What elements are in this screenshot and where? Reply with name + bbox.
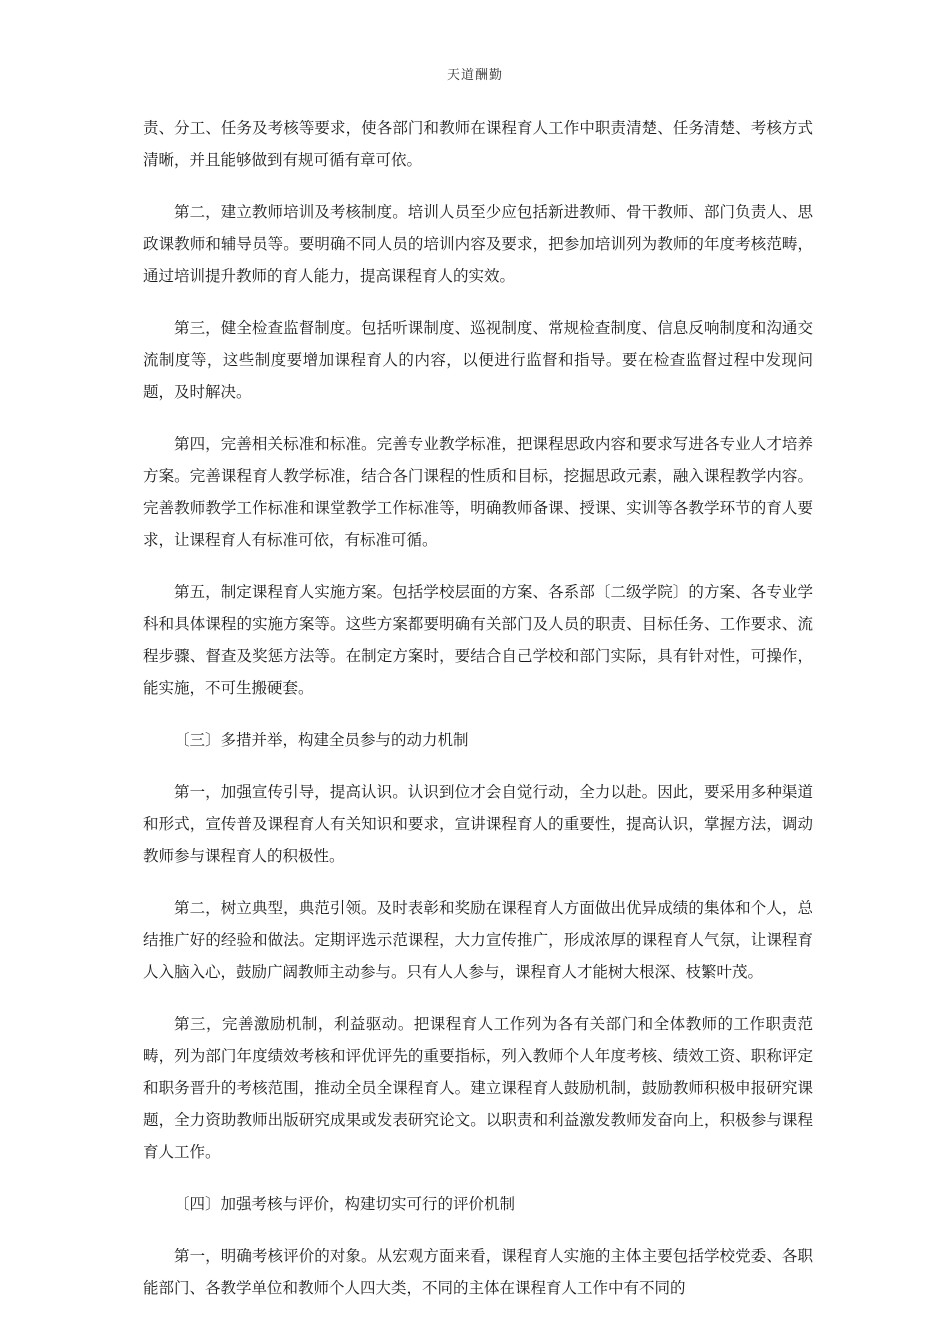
paragraph-evaluation-targets: 第一，明确考核评价的对象。从宏观方面来看，课程育人实施的主体主要包括学校党委、各职能部门、各教学单位和教师个人四大类，不同的主体在课程育人工作中有不同的 [143, 1247, 813, 1297]
section-heading-4: 〔四〕加强考核与评价，构建切实可行的评价机制 [174, 1195, 516, 1213]
paragraph-standards: 第四，完善相关标准和标准。完善专业教学标准，把课程思政内容和要求写进各专业人才培养方案。完善课程育人教学标准，结合各门课程的性质和目标，挖掘思政元素，融入课程教学内容。完善教师教学工作标准和课堂教学工作标准等，明确教师备课、授课、实训等各教学环节的育人要求，让课程育人有标准可依，有标准可循。 [143, 435, 813, 549]
paragraph-incentives: 第三，完善激励机制，利益驱动。把课程育人工作列为各有关部门和全体教师的工作职责范畴，列为部门年度绩效考核和评优评先的重要指标，列入教师个人年度考核、绩效工资、职称评定和职务晋升的考核范围，推动全员全课程育人。建立课程育人鼓励机制，鼓励教师积极申报研究课题，全力资助教师出版研究成果或发表研究论文。以职责和利益激发教师发奋向上，积极参与课程育人工作。 [143, 1015, 813, 1161]
document-body [143, 112, 813, 1324]
paragraph-continuation: 责、分工、任务及考核等要求，使各部门和教师在课程育人工作中职责清楚、任务清楚、考核方式清晰，并且能够做到有规可循有章可依。 [143, 119, 813, 169]
paragraph-implementation-plan: 第五，制定课程育人实施方案。包括学校层面的方案、各系部〔二级学院〕的方案、各专业学科和具体课程的实施方案等。这些方案都要明确有关部门及人员的职责、目标任务、工作要求、流程步骤、督查及奖惩方法等。在制定方案时，要结合自己学校和部门实际，具有针对性，可操作，能实施，不可生搬硬套。 [143, 583, 813, 697]
paragraph-role-models: 第二，树立典型，典范引领。及时表彰和奖励在课程育人方面做出优异成绩的集体和个人，总结推广好的经验和做法。定期评选示范课程，大力宣传推广，形成浓厚的课程育人气氛，让课程育人入脑入心，鼓励广阔教师主动参与。只有人人参与，课程育人才能树大根深、枝繁叶茂。 [143, 899, 813, 981]
section-heading-3: 〔三〕多措并举，构建全员参与的动力机制 [174, 731, 469, 749]
page-header: 天道酬勤 [446, 68, 503, 83]
paragraph-teacher-training: 第二，建立教师培训及考核制度。培训人员至少应包括新进教师、骨干教师、部门负责人、思政课教师和辅导员等。要明确不同人员的培训内容及要求，把参加培训列为教师的年度考核范畴，通过培训提升教师的育人能力，提高课程育人的实效。 [143, 203, 813, 285]
paragraph-supervision-system: 第三，健全检查监督制度。包括听课制度、巡视制度、常规检查制度、信息反响制度和沟通交流制度等，这些制度要增加课程育人的内容，以便进行监督和指导。要在检查监督过程中发现问题，及时解决。 [143, 319, 813, 401]
paragraph-publicity: 第一，加强宣传引导，提高认识。认识到位才会自觉行动，全力以赴。因此，要采用多种渠道和形式，宣传普及课程育人有关知识和要求，宣讲课程育人的重要性，提高认识，掌握方法，调动教师参与课程育人的积极性。 [143, 783, 813, 865]
